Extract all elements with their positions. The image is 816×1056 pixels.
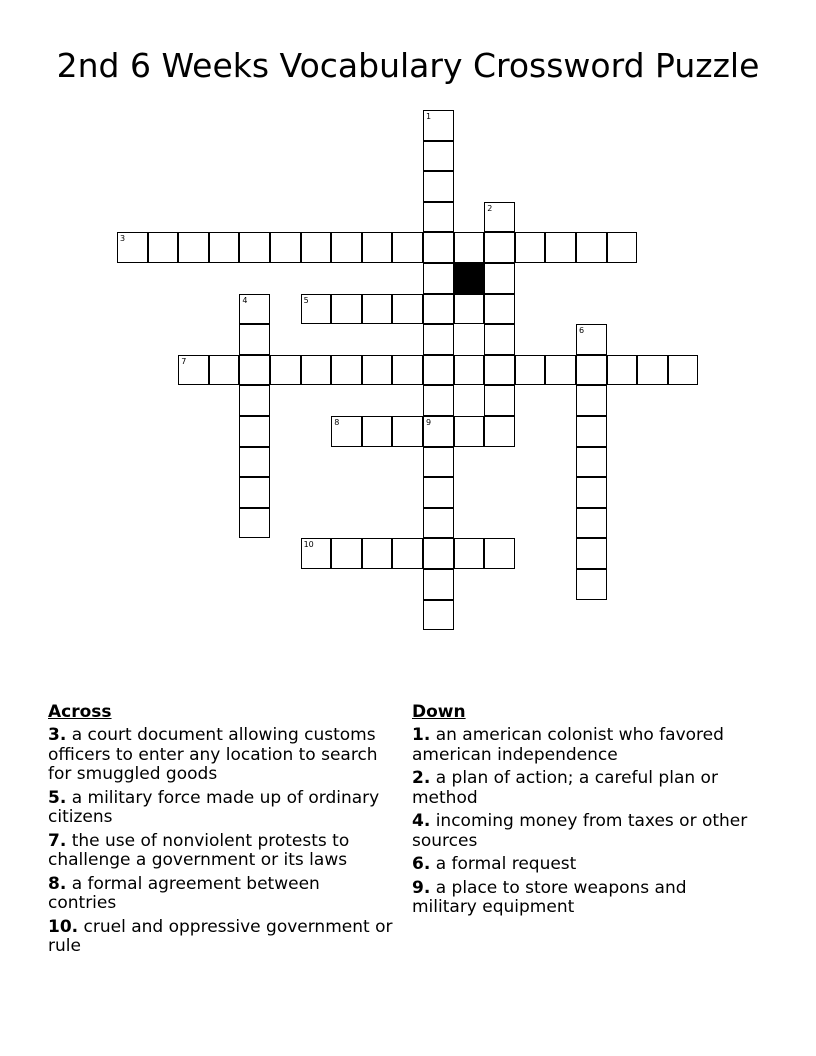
grid-cell[interactable]: [423, 355, 454, 386]
puzzle-title: 2nd 6 Weeks Vocabulary Crossword Puzzle: [56, 46, 760, 85]
grid-cell[interactable]: [454, 538, 485, 569]
grid-cell[interactable]: [423, 477, 454, 508]
grid-cell[interactable]: [545, 232, 576, 263]
grid-cell[interactable]: [576, 538, 607, 569]
grid-cell[interactable]: [423, 508, 454, 539]
clue-number: 10.: [48, 916, 79, 937]
down-clues: [412, 702, 752, 922]
grid-cell[interactable]: [515, 355, 546, 386]
clue-across-5: [48, 789, 393, 828]
grid-cell[interactable]: [301, 538, 332, 569]
cell-number: 4: [242, 295, 248, 305]
cell-number: 9: [426, 418, 432, 427]
grid-cell[interactable]: [392, 294, 423, 325]
grid-cell[interactable]: [668, 355, 699, 386]
grid-cell[interactable]: [239, 385, 270, 416]
clue-across-3: [48, 726, 393, 785]
clue-number: 2.: [412, 768, 431, 788]
clue-number: 5.: [48, 787, 67, 808]
clue-down-6: [412, 855, 752, 875]
grid-cell[interactable]: [454, 416, 485, 447]
grid-cell[interactable]: [423, 202, 454, 233]
grid-cell[interactable]: [270, 355, 301, 386]
grid-cell[interactable]: [239, 416, 270, 447]
down-heading: Down: [412, 702, 466, 722]
grid-cell[interactable]: [239, 294, 270, 325]
grid-cell[interactable]: [576, 477, 607, 508]
grid-cell[interactable]: [392, 416, 423, 447]
clue-text: the use of nonviolent protests to challenge a government or its laws: [48, 830, 350, 870]
grid-cell[interactable]: [239, 324, 270, 355]
across-clues: [48, 702, 393, 961]
grid-cell[interactable]: [362, 294, 393, 325]
grid-cell[interactable]: [454, 355, 485, 386]
clue-across-10: [48, 918, 393, 957]
clue-text: an american colonist who favored american independence: [412, 725, 724, 765]
grid-cell[interactable]: [301, 294, 332, 325]
clue-number: 1.: [412, 725, 431, 745]
grid-cell[interactable]: [484, 232, 515, 263]
clue-text: a military force made up of ordinary citizens: [48, 787, 380, 827]
grid-cell[interactable]: [362, 416, 393, 447]
grid-cell[interactable]: [423, 416, 454, 447]
grid-cell[interactable]: [576, 447, 607, 478]
grid-cell[interactable]: [576, 569, 607, 600]
clue-text: a plan of action; a careful plan or method: [412, 768, 718, 808]
clue-down-2: [412, 769, 752, 808]
grid-cell[interactable]: [545, 355, 576, 386]
grid-cell[interactable]: [270, 232, 301, 263]
grid-cell[interactable]: [331, 538, 362, 569]
grid-cell[interactable]: [454, 232, 485, 263]
grid-cell[interactable]: [576, 232, 607, 263]
grid-cell[interactable]: [576, 355, 607, 386]
grid-cell[interactable]: [423, 141, 454, 172]
grid-cell[interactable]: [209, 355, 240, 386]
grid-cell[interactable]: [239, 447, 270, 478]
grid-cell[interactable]: [607, 232, 638, 263]
grid-cell[interactable]: [576, 508, 607, 539]
grid-cell[interactable]: [484, 202, 515, 233]
clue-number: 8.: [48, 873, 67, 894]
grid-cell[interactable]: [239, 355, 270, 386]
grid-cell[interactable]: [576, 416, 607, 447]
grid-cell[interactable]: [607, 355, 638, 386]
cell-number: 8: [334, 418, 340, 427]
clue-across-7: [48, 832, 393, 871]
grid-cell[interactable]: [362, 232, 393, 263]
grid-cell[interactable]: [239, 508, 270, 539]
clue-text: a place to store weapons and military equipment: [412, 877, 687, 917]
grid-cell[interactable]: [178, 355, 209, 386]
grid-cell[interactable]: [301, 232, 332, 263]
grid-cell[interactable]: [423, 294, 454, 325]
grid-cell[interactable]: [576, 385, 607, 416]
grid-cell[interactable]: [423, 600, 454, 631]
grid-cell[interactable]: [362, 538, 393, 569]
grid-cell[interactable]: [423, 538, 454, 569]
cell-number: 6: [579, 326, 585, 336]
grid-cell[interactable]: [331, 416, 362, 447]
grid-cell[interactable]: [423, 324, 454, 355]
grid-cell[interactable]: [148, 232, 179, 263]
block-cell: [454, 263, 485, 294]
grid-cell[interactable]: [392, 232, 423, 263]
grid-cell[interactable]: [178, 232, 209, 263]
grid-cell[interactable]: [637, 355, 668, 386]
cell-number: 3: [120, 234, 126, 244]
grid-cell[interactable]: [239, 477, 270, 508]
grid-cell[interactable]: [484, 324, 515, 355]
grid-cell[interactable]: [454, 294, 485, 325]
grid-cell[interactable]: [117, 232, 148, 263]
cell-number: 2: [487, 203, 493, 213]
grid-cell[interactable]: [423, 447, 454, 478]
grid-cell[interactable]: [423, 232, 454, 263]
across-heading: Across: [48, 702, 112, 722]
clue-number: 6.: [412, 854, 431, 874]
grid-cell[interactable]: [331, 232, 362, 263]
clue-text: cruel and oppressive government or rule: [48, 916, 393, 956]
grid-cell[interactable]: [484, 263, 515, 294]
cell-number: 10: [303, 540, 314, 550]
clue-number: 9.: [412, 877, 431, 898]
grid-cell[interactable]: [331, 355, 362, 386]
clue-down-4: [412, 812, 752, 851]
grid-cell[interactable]: [209, 232, 240, 263]
clue-text: a court document allowing customs officers to enter any location to search for smuggled goods: [48, 725, 378, 784]
grid-cell[interactable]: [239, 232, 270, 263]
grid-cell[interactable]: [484, 538, 515, 569]
grid-cell[interactable]: [576, 324, 607, 355]
clue-text: incoming money from taxes or other sources: [412, 811, 748, 851]
cell-number: 5: [303, 295, 309, 305]
grid-cell[interactable]: [301, 355, 332, 386]
grid-cell[interactable]: [423, 263, 454, 294]
grid-cell[interactable]: [515, 232, 546, 263]
clue-across-8: [48, 875, 393, 914]
grid-cell[interactable]: [392, 355, 423, 386]
clue-text: a formal request: [430, 854, 577, 874]
grid-cell[interactable]: [484, 355, 515, 386]
clue-text: a formal agreement between contries: [48, 873, 320, 913]
grid-cell[interactable]: [392, 538, 423, 569]
clue-number: 4.: [412, 811, 431, 831]
grid-cell[interactable]: [423, 385, 454, 416]
cell-number: 1: [426, 112, 432, 121]
grid-cell[interactable]: [423, 110, 454, 141]
clue-number: 7.: [48, 830, 67, 851]
grid-cell[interactable]: [362, 355, 393, 386]
grid-cell[interactable]: [331, 294, 362, 325]
clue-down-9: [412, 879, 752, 918]
clue-down-1: [412, 726, 752, 765]
grid-cell[interactable]: [484, 294, 515, 325]
grid-cell[interactable]: [423, 569, 454, 600]
grid-cell[interactable]: [484, 385, 515, 416]
grid-cell[interactable]: [484, 416, 515, 447]
cell-number: 7: [181, 356, 187, 366]
grid-cell[interactable]: [423, 171, 454, 202]
clue-number: 3.: [48, 725, 67, 745]
